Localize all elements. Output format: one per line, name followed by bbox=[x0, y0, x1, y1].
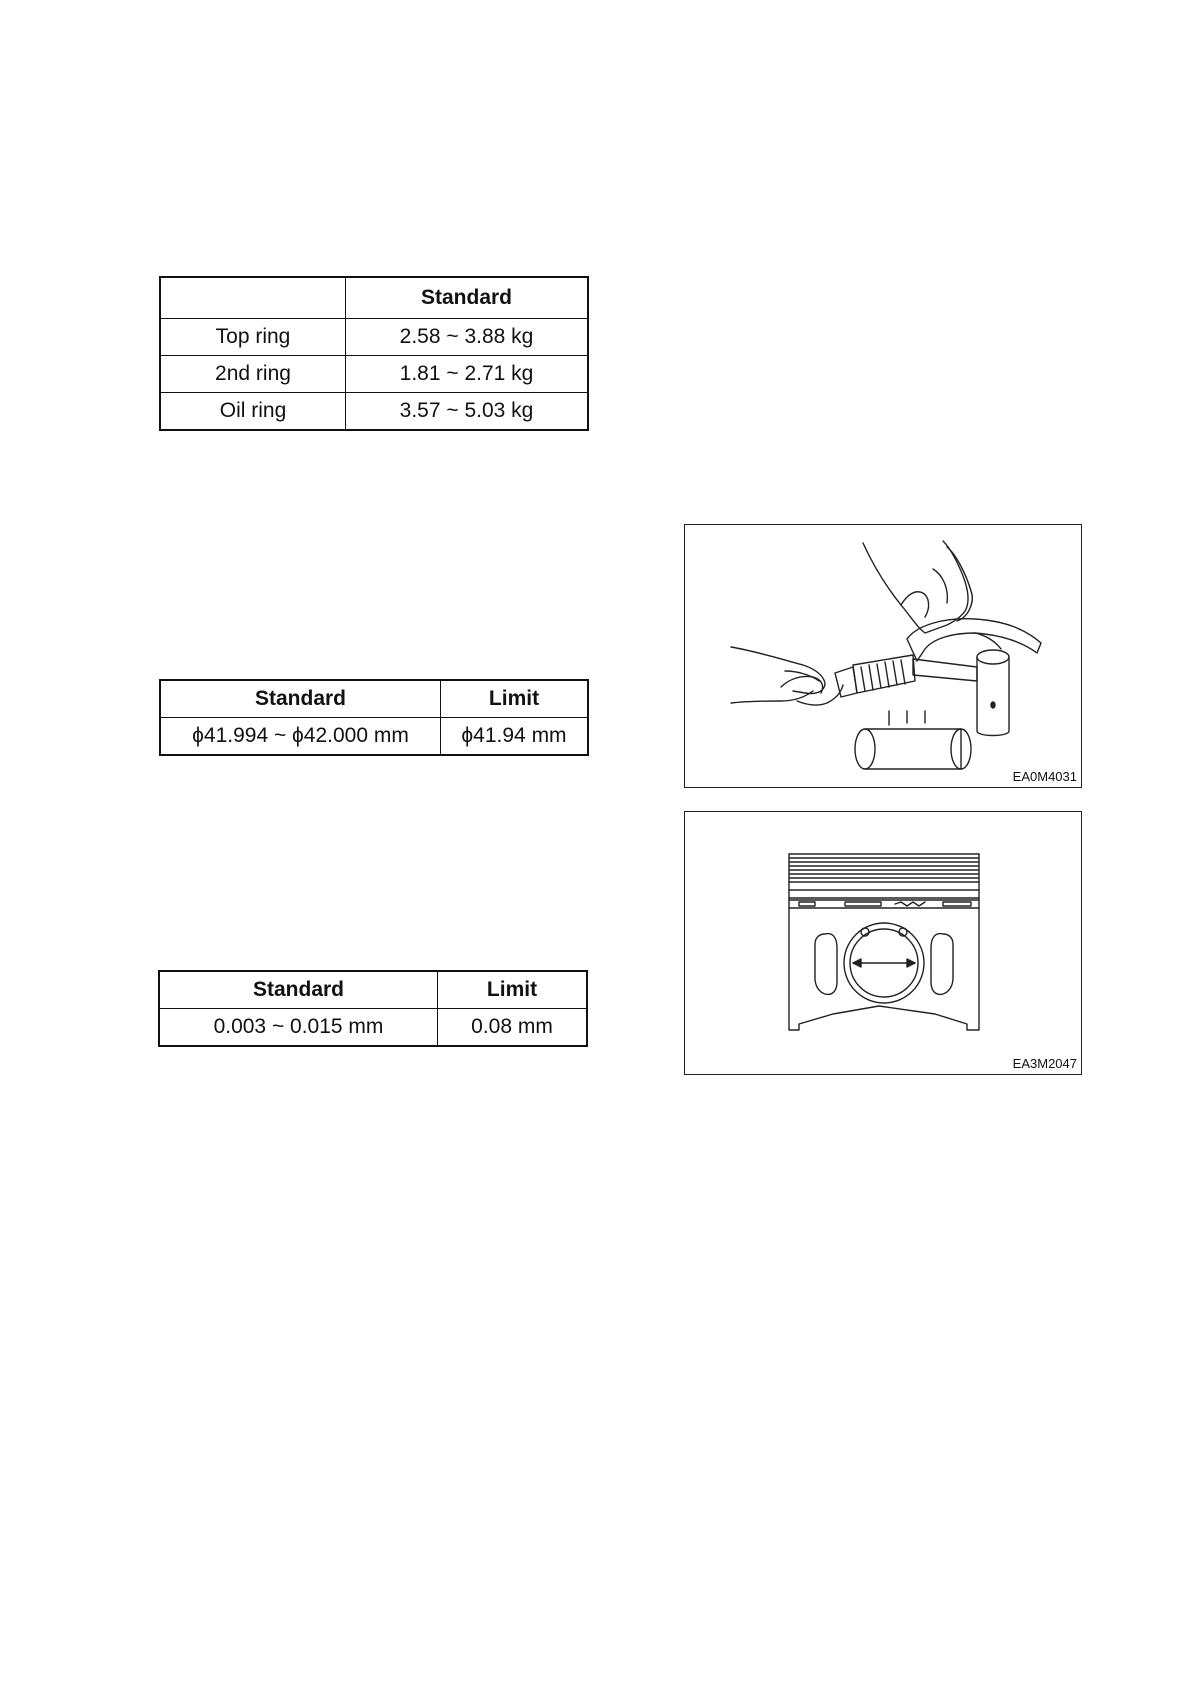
table-header-row bbox=[160, 277, 588, 319]
table-header-row bbox=[160, 680, 588, 718]
limit-value: ϕ41.94 mm bbox=[441, 718, 589, 756]
limit-value: 0.08 mm bbox=[438, 1009, 588, 1047]
header-standard: Standard bbox=[346, 277, 589, 319]
row-standard: 2.58 ~ 3.88 kg bbox=[346, 319, 589, 356]
row-label: Top ring bbox=[160, 319, 346, 356]
row-label: Oil ring bbox=[160, 393, 346, 431]
piston-illustration bbox=[685, 812, 1081, 1074]
row-standard: 3.57 ~ 5.03 kg bbox=[346, 393, 589, 431]
row-label: 2nd ring bbox=[160, 356, 346, 393]
header-standard: Standard bbox=[160, 680, 441, 718]
header-standard: Standard bbox=[159, 971, 438, 1009]
standard-value: 0.003 ~ 0.015 mm bbox=[159, 1009, 438, 1047]
header-blank-cell bbox=[160, 277, 346, 319]
figure-code: EA0M4031 bbox=[1012, 769, 1077, 784]
table-row bbox=[159, 1009, 587, 1047]
standard-value: ϕ41.994 ~ ϕ42.000 mm bbox=[160, 718, 441, 756]
table-row bbox=[160, 319, 588, 356]
table-row bbox=[160, 393, 588, 431]
header-limit: Limit bbox=[438, 971, 588, 1009]
pin-clearance-table bbox=[158, 970, 588, 1047]
ring-tension-table bbox=[159, 276, 589, 431]
figure-code: EA3M2047 bbox=[1012, 1056, 1077, 1071]
table-row bbox=[160, 356, 588, 393]
piston-figure bbox=[684, 811, 1082, 1075]
table-row bbox=[160, 718, 588, 756]
pin-diameter-table bbox=[159, 679, 589, 756]
row-standard: 1.81 ~ 2.71 kg bbox=[346, 356, 589, 393]
micrometer-figure bbox=[684, 524, 1082, 788]
header-limit: Limit bbox=[441, 680, 589, 718]
micrometer-illustration bbox=[685, 525, 1081, 787]
table-header-row bbox=[159, 971, 587, 1009]
